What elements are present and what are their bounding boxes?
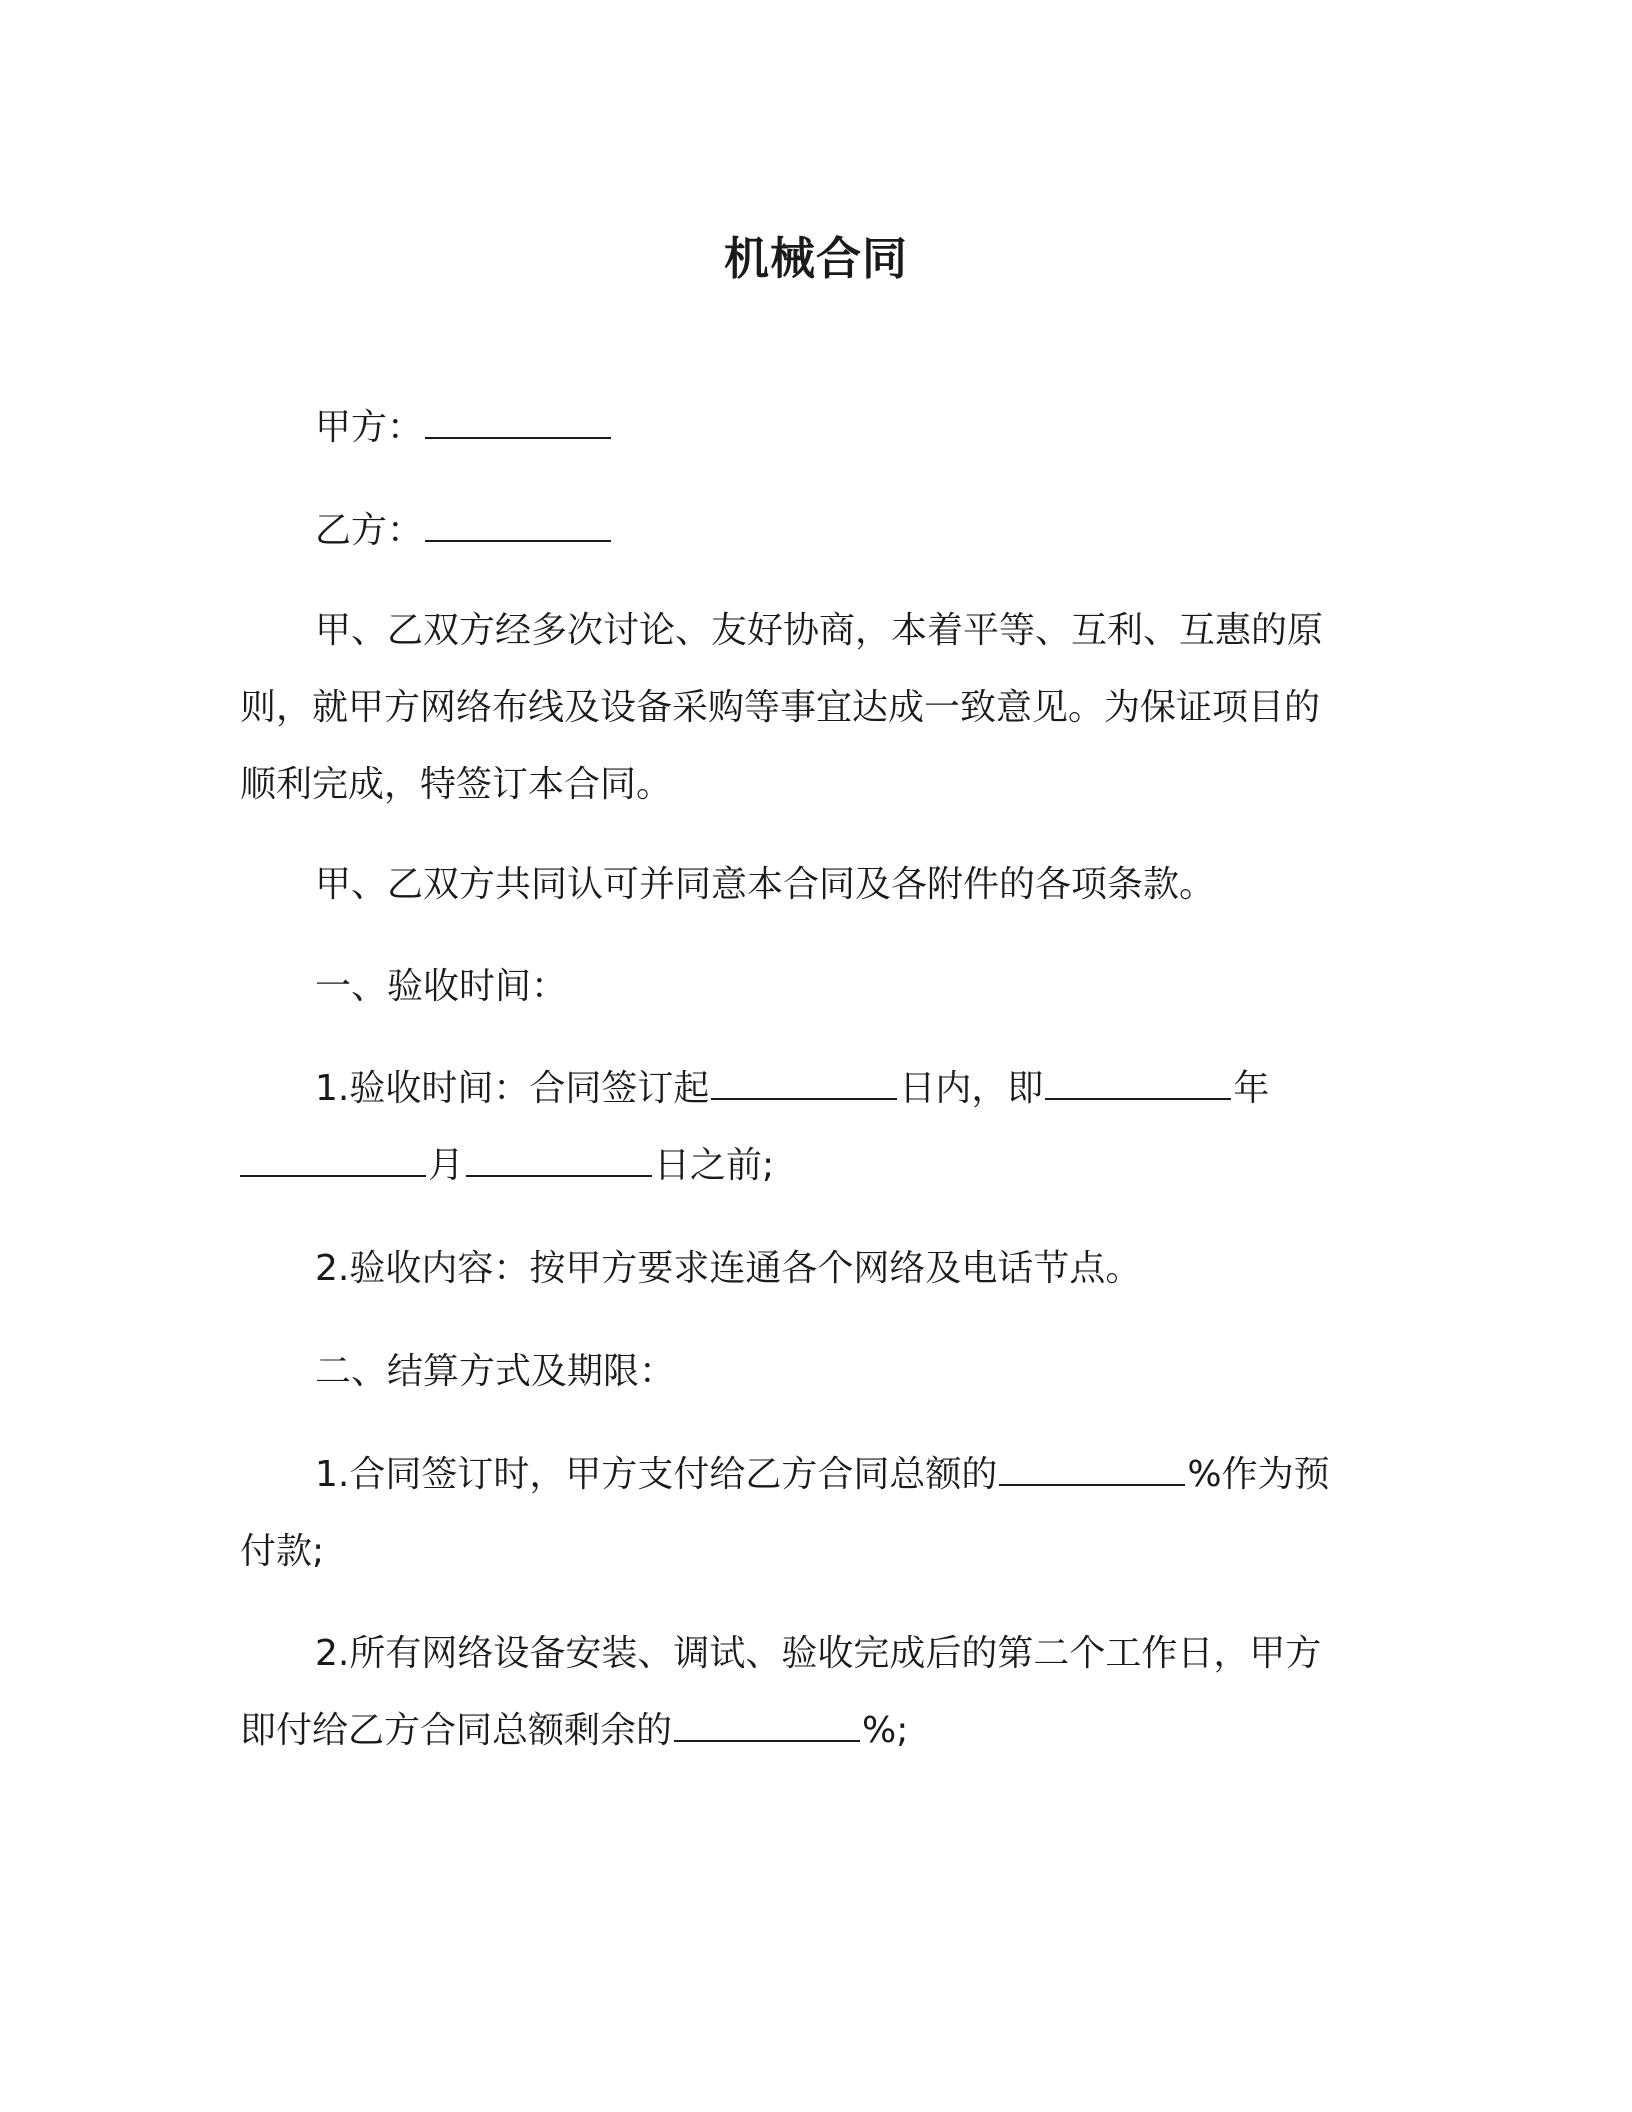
days-blank bbox=[711, 1064, 897, 1100]
party-a-line bbox=[240, 389, 1350, 466]
s2-item2-line-2 bbox=[165, 1692, 1350, 1769]
intro-line-3: 顺利完成，特签订本合同。 bbox=[240, 764, 673, 805]
s1-item1-text-d: 月 bbox=[428, 1145, 465, 1186]
section-1-heading: 一、验收时间： bbox=[315, 966, 568, 1007]
s1-item1-line-1 bbox=[240, 1050, 1350, 1127]
intro-line-2: 则，就甲方网络布线及设备采购等事宜达成一致意见。为保证项目的 bbox=[240, 687, 1321, 728]
remaining-percent-blank bbox=[674, 1706, 860, 1742]
section-2-heading: 二、结算方式及期限： bbox=[315, 1351, 676, 1392]
s1-item1-line-2 bbox=[165, 1127, 1350, 1204]
s2-item1-text-a: 1.合同签订时，甲方支付给乙方合同总额的 bbox=[315, 1454, 998, 1495]
section-1-item-2: 2.验收内容：按甲方要求连通各个网络及电话节点。 bbox=[315, 1248, 1142, 1289]
year-blank bbox=[1045, 1064, 1231, 1100]
s2-item1-line-1 bbox=[240, 1436, 1350, 1513]
s1-item1-text-e: 日之前; bbox=[654, 1145, 775, 1186]
s1-item1-text-a: 1.验收时间：合同签订起 bbox=[315, 1068, 710, 1109]
s2-item2-text-c: %; bbox=[862, 1710, 909, 1751]
s1-item1-text-c: 年 bbox=[1233, 1068, 1270, 1109]
s2-item2-line-1: 2.所有网络设备安装、调试、验收完成后的第二个工作日，甲方 bbox=[315, 1633, 1322, 1674]
month-blank bbox=[240, 1141, 426, 1177]
section-2-item-2 bbox=[240, 1615, 1350, 1769]
s1-item1-text-b: 日内，即 bbox=[899, 1068, 1044, 1109]
prepay-percent-blank bbox=[999, 1450, 1185, 1486]
party-a-blank bbox=[425, 403, 611, 439]
party-b-line bbox=[240, 492, 1350, 569]
party-b-blank bbox=[425, 506, 611, 542]
section-2-item-1 bbox=[240, 1436, 1350, 1590]
s2-item1-line-2: 付款; bbox=[240, 1531, 325, 1572]
document-title: 机械合同 bbox=[723, 232, 908, 285]
s2-item1-text-b: %作为预 bbox=[1187, 1454, 1330, 1495]
day-blank bbox=[466, 1141, 652, 1177]
party-a-label: 甲方： bbox=[315, 407, 424, 448]
s2-item2-text-b: 即付给乙方合同总额剩余的 bbox=[240, 1710, 673, 1751]
intro-line-1: 甲、乙双方经多次讨论、友好协商，本着平等、互利、互惠的原 bbox=[315, 610, 1324, 651]
intro-paragraph bbox=[240, 592, 1350, 823]
agreement-paragraph: 甲、乙双方共同认可并同意本合同及各附件的各项条款。 bbox=[315, 864, 1216, 905]
party-b-label: 乙方： bbox=[315, 510, 424, 551]
section-1-item-1 bbox=[240, 1050, 1350, 1204]
